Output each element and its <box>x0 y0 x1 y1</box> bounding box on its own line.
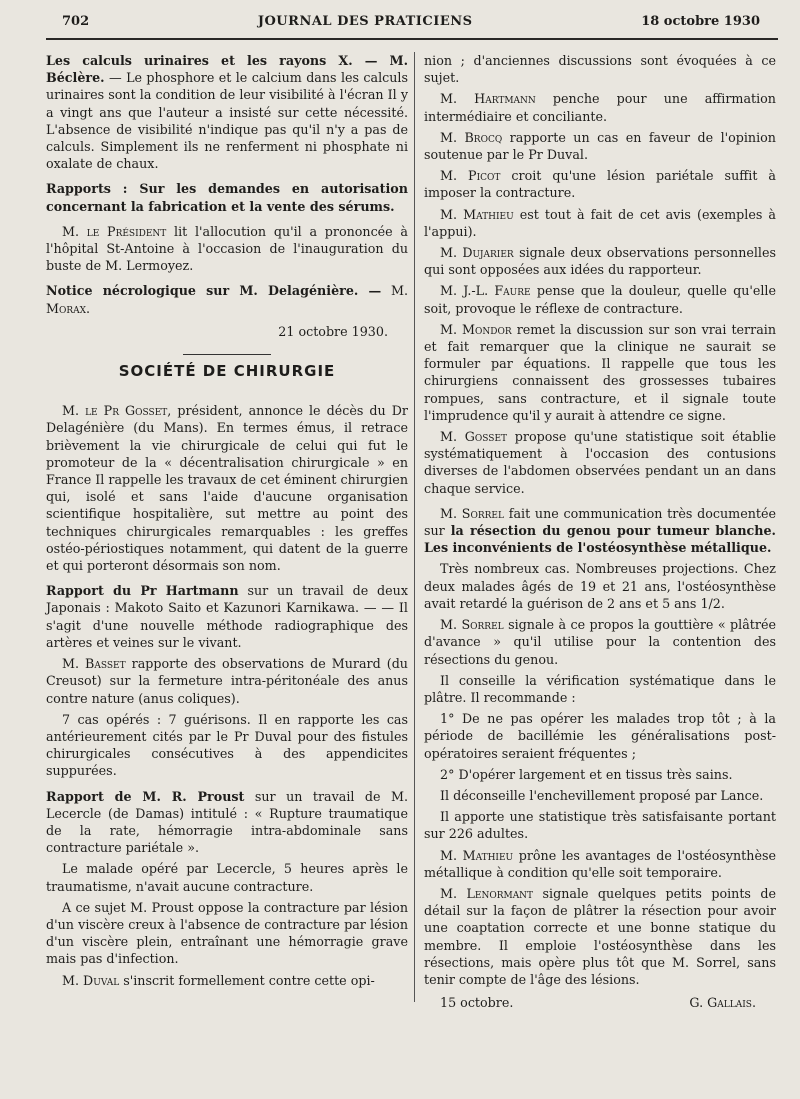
duval-name: M. Duval <box>62 972 120 988</box>
malade-paragraph: Le malade opéré par Lecercle, 5 heures après le traumatisme, n'avait aucune contracture. <box>46 861 408 894</box>
calculs-text: — Le phosphore et le calcium dans les calculs urinaires sont la condition de leur visibilité à l'écran Il y a vingt ans que l'auteur a insisté sur cette nécessité. L'absence de visibilité n'indique pas qu'il n'y a pas de calculs. Simplement ils ne renferment ni phosphate ni oxalate de chaux. <box>46 70 408 172</box>
right-column <box>424 52 776 1011</box>
rapports-title: Rapports : Sur les demandes en autorisation concernant la fabrication et la vente des sérums. <box>46 181 408 214</box>
mathieu-osteo-paragraph <box>424 847 776 881</box>
president-text: lit l'allocution qu'il a prononcée à l'hôpital St-Antoine à l'occasion de l'inauguration du buste de M. Lermoyez. <box>46 223 408 274</box>
mondor-name: M. Mondor <box>440 321 512 337</box>
opinion-paragraph: nion ; d'anciennes discussions sont évoquées à ce sujet. <box>424 53 776 86</box>
mathieu-osteo-name: M. Mathieu <box>440 847 514 863</box>
sorrel-title: la résection du genou pour tumeur blanche. Les inconvénients de l'ostéosynthèse métallique. <box>424 523 776 556</box>
gosset-proposal-name: M. Gosset <box>440 429 508 445</box>
basset-paragraph <box>46 655 408 707</box>
sorrel-text: fait une communication très documentée sur <box>424 505 776 539</box>
signature-date: 15 octobre. <box>440 995 514 1011</box>
page-header <box>62 14 760 36</box>
mathieu-name: M. Mathieu <box>440 206 514 222</box>
dujarier-name: M. Dujarier <box>440 245 514 261</box>
section-rule <box>183 354 271 355</box>
sorrel-gouttiere-name: M. Sorrel <box>440 617 504 633</box>
signature-line <box>424 994 776 1011</box>
notice-author: M. Morax. <box>46 283 408 316</box>
column-divider <box>414 52 415 1002</box>
mathieu-osteo-text: prône les avantages de l'ostéosynthèse métallique à condition qu'elle soit temporaire. <box>424 847 776 880</box>
mathieu-text: est tout à fait de cet avis (exemples à l'appui). <box>424 206 776 239</box>
projections-paragraph: Très nombreux cas. Nombreuses projections. Chez deux malades âgés de 19 et 21 ans, l'ostéosynthèse avait retardé la guérison de 2 ans et 5 ans 1/2. <box>424 561 776 611</box>
calculs-title: Les calculs urinaires et les rayons X. — M. Béclère. <box>46 53 408 86</box>
president-paragraph <box>46 223 408 275</box>
issue-date: 18 octobre 1930 <box>641 14 760 29</box>
lenormant-paragraph <box>424 885 776 988</box>
statistique-paragraph: Il apporte une statistique très satisfaisante portant sur 226 adultes. <box>424 809 776 842</box>
faure-name: M. J.-L. Faure <box>440 283 531 299</box>
sorrel-name: M. Sorrel <box>440 505 504 521</box>
proust-report-text: sur un travail de M. Lecercle (de Damas) intitulé : « Rupture traumatique de la rate, hémorragie intra-abdominale sans contracture pariétale ». <box>46 788 408 856</box>
faure-paragraph <box>424 282 776 316</box>
lenormant-text: signale quelques petits points de détail sur la façon de plâtrer la résection pour avoir une coaptation correcte et une bonne statique du membre. Il emploie l'ostéosynthèse dans les résections, mais opère plus tôt que M. Sorrel, sans tenir compte de l'âge des lésions. <box>424 885 776 987</box>
brocq-text: rapporte un cas en faveur de l'opinion soutenue par le Pr Duval. <box>424 129 776 163</box>
recommendation-2: 2° D'opérer largement et en tissus très sains. <box>440 766 733 782</box>
president-name: M. le Président <box>62 223 167 239</box>
sorrel-paragraph <box>424 505 776 557</box>
cas-paragraph: 7 cas opérés : 7 guérisons. Il en rapporte les cas antérieurement cités par le Pr Duval pour des fistules chirurgicales consécutives à des appendicites suppurées. <box>46 711 408 779</box>
section-title: SOCIÉTÉ DE CHIRURGIE <box>118 362 336 381</box>
left-column <box>46 52 408 993</box>
proust-report-paragraph <box>46 788 408 857</box>
dujarier-text: signale deux observations personnelles qui sont opposées aux idées du rapporteur. <box>424 245 777 278</box>
journal-title: JOURNAL DES PRATICIENS <box>257 14 473 29</box>
hartmann-report-text: sur un travail de deux Japonais : Makoto Saito et Kazunori Karnikawa. — — Il s'agit d'une nouvelle méthode radiographique des artères et veines sur le vivant. <box>46 583 408 650</box>
basset-name: M. Basset <box>62 656 126 672</box>
basset-text: rapporte des observations de Murard (du Creusot) sur la fermeture intra-péritonéale des anus contre nature (anus coliques). <box>46 656 408 706</box>
header-rule <box>46 38 778 40</box>
duval-paragraph <box>46 972 408 989</box>
brocq-paragraph <box>424 129 776 163</box>
picot-name: M. Picot <box>440 168 501 184</box>
picot-paragraph <box>424 167 776 201</box>
gosset-proposal-paragraph <box>424 428 776 497</box>
sorrel-gouttiere-text: signale à ce propos la gouttière « plâtrée d'avance » qu'il utilise pour la contention des résections du genou. <box>424 617 776 667</box>
mondor-paragraph <box>424 321 776 424</box>
sujet-paragraph: A ce sujet M. Proust oppose la contracture par lésion d'un viscère creux à l'absence de contracture par lésion d'un viscère plein, entraînant une hémorragie grave mais pas d'infection. <box>46 899 408 967</box>
picot-text: croit qu'une lésion pariétale suffit à imposer la contracture. <box>424 168 776 201</box>
mathieu-paragraph <box>424 206 776 240</box>
hartmann-report-title: Rapport du Pr Hartmann <box>46 583 239 599</box>
hartmann-paragraph <box>424 90 776 124</box>
mondor-text: remet la discussion sur son vrai terrain et fait remarquer que la clinique ne saurait se formuler par équations. Il rappelle que tous les chirurgiens connaissent des grossesses tubaires rompues, sans contracture, et il signale toute l'imprudence qu'il y aurait à attendre ce signe. <box>424 321 776 423</box>
signature-author: G. Gallais. <box>689 995 756 1011</box>
hartmann-report-paragraph <box>46 582 408 651</box>
conseille-paragraph: Il conseille la vérification systématique dans le plâtre. Il recommande : <box>424 672 776 705</box>
duval-text: s'inscrit formellement contre cette opi- <box>123 972 375 988</box>
dujarier-paragraph <box>424 244 776 278</box>
recommendation-1: 1° De ne pas opérer les malades trop tôt ; à la période de bacillémie les généralisations post-opératoires seraient fréquentes ; <box>424 711 776 761</box>
notice-title: Notice nécrologique sur M. Delagénière. — <box>46 283 382 299</box>
notice-date: 21 octobre 1930. <box>278 323 388 339</box>
hartmann-text: penche pour une affirmation intermédiaire et conciliante. <box>424 91 776 124</box>
notice-paragraph <box>46 282 408 316</box>
gosset-name: M. le Pr Gosset, <box>62 403 172 419</box>
faure-text: pense que la douleur, quelle qu'elle soit, provoque le réflexe de contracture. <box>424 283 776 316</box>
gosset-proposal-text: propose qu'une statistique soit établie systématiquement à l'occasion des contusions diverses de l'abdomen observées pendant un an dans chaque service. <box>424 429 776 496</box>
lenormant-name: M. Lenormant <box>440 885 534 901</box>
gosset-text: président, annonce le décès du Dr Delagénière (du Mans). En termes émus, il retrace brièvement la vie chirurgicale de celui qui fut le promoteur de la « décentralisation chirurgicale » en France Il rappelle les travaux de cet éminent chirurgien qui, isolé et sans l'aide d'aucune organisation scientifique hospitalière, sut mettre au point des techniques chirurgicales remarquables : les greffes ostéo-périostiques notamment, qui datent de la guerre et qui porteront désormais son nom. <box>46 403 408 574</box>
brocq-name: M. Brocq <box>440 129 503 145</box>
calculs-paragraph <box>46 52 408 172</box>
page-number: 702 <box>62 14 90 29</box>
gosset-paragraph <box>46 402 408 574</box>
sorrel-gouttiere-paragraph <box>424 616 776 668</box>
deconseille-paragraph: Il déconseille l'enchevillement proposé par Lance. <box>440 787 764 803</box>
hartmann-name: M. Hartmann <box>440 91 536 107</box>
proust-report-title: Rapport de M. R. Proust <box>46 788 245 804</box>
